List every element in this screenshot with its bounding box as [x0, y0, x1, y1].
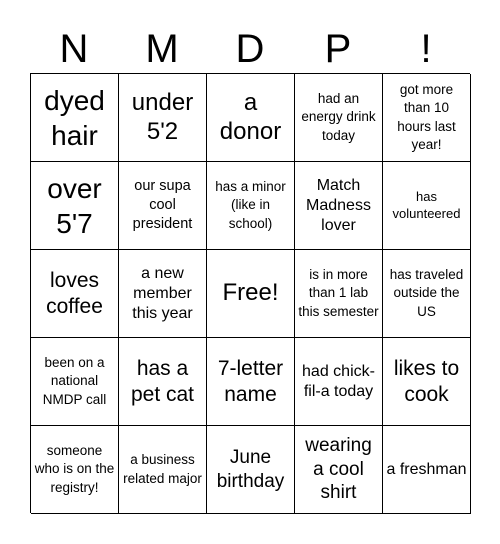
bingo-cell[interactable]: June birthday [207, 426, 295, 514]
bingo-cell[interactable]: got more than 10 hours last year! [383, 74, 471, 162]
bingo-cell[interactable]: had an energy drink today [295, 74, 383, 162]
bingo-cell[interactable]: has volunteered [383, 162, 471, 250]
bingo-cell[interactable]: wearing a cool shirt [295, 426, 383, 514]
header-letter-m: M [145, 27, 179, 71]
bingo-cell[interactable]: 7-letter name [207, 338, 295, 426]
bingo-cell[interactable]: over 5'7 [31, 162, 119, 250]
bingo-cell[interactable]: our supa cool president [119, 162, 207, 250]
bingo-cell[interactable]: someone who is on the registry! [31, 426, 119, 514]
header-letter-exclamation: ! [420, 27, 432, 71]
bingo-cell[interactable]: has a minor (like in school) [207, 162, 295, 250]
header-letter-d: D [235, 27, 265, 71]
bingo-card-grid [30, 73, 470, 513]
bingo-cell[interactable]: is in more than 1 lab this semester [295, 250, 383, 338]
header-letter-p: P [324, 27, 352, 71]
bingo-cell[interactable]: a donor [207, 74, 295, 162]
header-letter-n: N [59, 27, 89, 71]
bingo-cell[interactable]: has a pet cat [119, 338, 207, 426]
bingo-cell[interactable]: loves coffee [31, 250, 119, 338]
bingo-cell[interactable]: under 5'2 [119, 74, 207, 162]
bingo-cell[interactable]: dyed hair [31, 74, 119, 162]
bingo-cell[interactable]: a new member this year [119, 250, 207, 338]
bingo-cell[interactable]: a freshman [383, 426, 471, 514]
bingo-cell[interactable]: likes to cook [383, 338, 471, 426]
bingo-cell[interactable]: had chick-fil-a today [295, 338, 383, 426]
bingo-cell[interactable]: been on a national NMDP call [31, 338, 119, 426]
bingo-header [30, 26, 470, 72]
bingo-cell[interactable]: a business related major [119, 426, 207, 514]
bingo-cell[interactable]: has traveled outside the US [383, 250, 471, 338]
bingo-cell[interactable]: Match Madness lover [295, 162, 383, 250]
free-space-cell[interactable]: Free! [207, 250, 295, 338]
